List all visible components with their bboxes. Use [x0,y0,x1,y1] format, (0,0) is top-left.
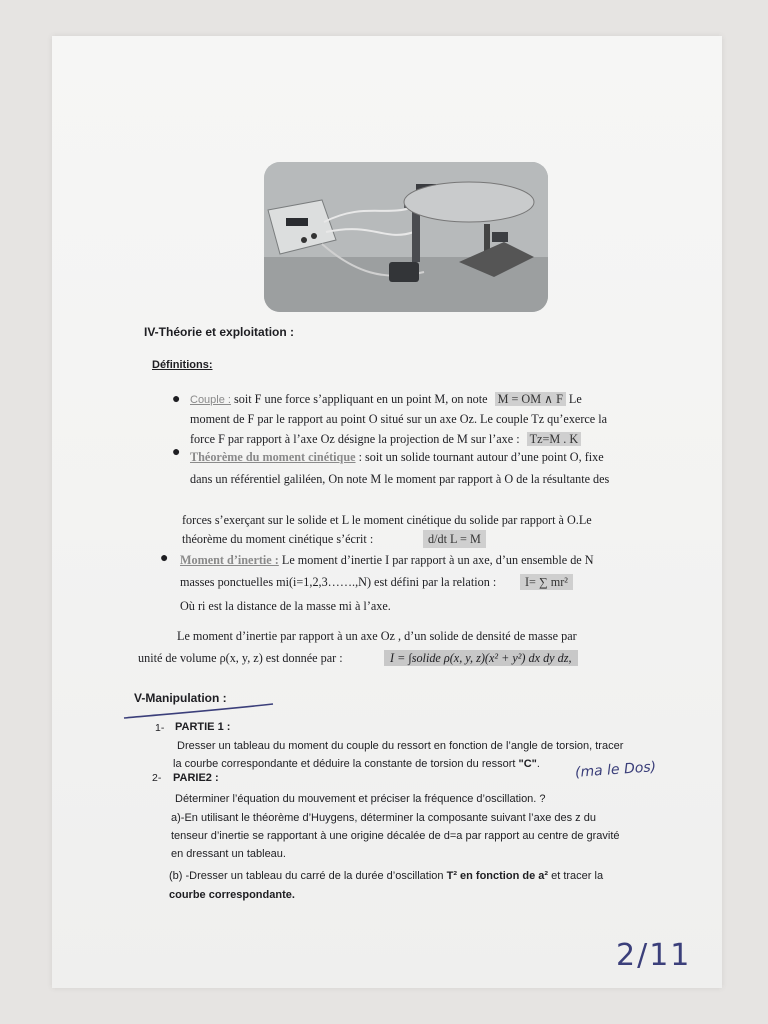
equipment-photo [264,162,548,312]
part2-b-line1 [169,871,603,882]
couple-line2: moment de F par le rapport au point O situé sur un axe Oz. Le couple Tz qu’exerce la [190,412,608,426]
part2-b-line2: courbe correspondante. [169,889,295,901]
inertia-text: Le moment d’inertie I par rapport à un axe, d’un ensemble de N [278,553,594,567]
theorem-term: Théorème du moment cinétique [190,450,356,464]
inertia-equation: I= ∑ mr² [520,574,573,590]
torsion-pendulum-image [264,162,548,312]
theorem-line1 [190,451,604,463]
part1-line1: Dresser un tableau du moment du couple du ressort en fonction de l’angle de torsion, tracer [177,740,624,752]
part1-line2-text: la courbe correspondante et déduire la constante de torsion du ressort [173,758,519,770]
theorem-text: : soit un solide tournant autour d’une point O, fixe [355,450,604,464]
density-equation: I = ∫solide ρ(x, y, z)(x² + y²) dx dy dz, [384,650,578,666]
density-line1: Le moment d’inertie par rapport à un axe Oz , d’un solide de densité de masse par [177,629,577,643]
part2-a-line2: tenseur d’inertie se rapportant à une origine décalée de d=a par rapport au centre de gravité [171,830,620,842]
inertia-line2: masses ponctuelles mi(i=1,2,3…….,N) est défini par la relation : [180,575,497,589]
couple-line3-text: force F par rapport à l’axe Oz désigne la projection de M sur l’axe : [190,432,520,446]
couple-equation: M = OM ∧ F [495,392,566,406]
part2-b-bold: T² en fonction de a² [446,870,549,882]
inertia-term: Moment d’inertie : [180,553,279,567]
bullet-icon: ● [160,551,169,566]
inertia-line3: Où ri est la distance de la masse mi à l’axe. [180,599,391,613]
part2-a-line1: a)-En utilisant le théorème d’Huygens, déterminer la composante suivant l’axe des z du [171,812,596,824]
couple-text: soit F une force s’appliquant en un point M, on note [234,392,488,406]
theorem-equation: d/dt L = M [423,530,486,548]
part2-line1: Déterminer l’équation du mouvement et préciser la fréquence d’oscillation. ? [175,793,546,805]
part2-b-end: et tracer la [548,870,604,882]
density-line2: unité de volume ρ(x, y, z) est donnée par : [138,651,343,665]
part1-title: PARTIE 1 : [175,721,231,733]
part2-a-line3: en dressant un tableau. [171,848,286,860]
part1-line2 [173,759,540,770]
part1-number: 1- [155,722,165,734]
part2-title: PARIE2 : [173,772,219,784]
theorem-line4: théorème du moment cinétique s’écrit : [182,532,374,546]
part1-line2-end: . [536,758,540,770]
handwritten-note: (ma le Dos) [574,759,657,781]
handwritten-page-number: 2/11 [616,938,692,973]
torsion-constant: "C" [518,758,537,770]
theorem-line3: forces s’exerçant sur le solide et L le moment cinétique du solide par rapport à O.Le [182,513,592,527]
couple-term: Couple : [190,394,231,406]
definitions-heading: Définitions: [152,359,213,371]
part2-b-text: (b) -Dresser un tableau du carré de la durée d’oscillation [169,870,447,882]
section5-title: V-Manipulation : [134,691,227,705]
part2-number: 2- [152,772,162,784]
couple-line3 [190,433,581,445]
couple-equation2: Tz=M . K [527,432,582,446]
theorem-line2: dans un référentiel galiléen, On note M le moment par rapport à O de la résultante des [190,472,610,486]
bullet-icon: ● [172,392,181,407]
bullet-icon: ● [172,445,181,460]
inertia-line1 [180,554,594,566]
couple-line1 [190,393,582,406]
couple-line1-end: Le [568,392,582,406]
section4-title: IV-Théorie et exploitation : [144,325,295,339]
